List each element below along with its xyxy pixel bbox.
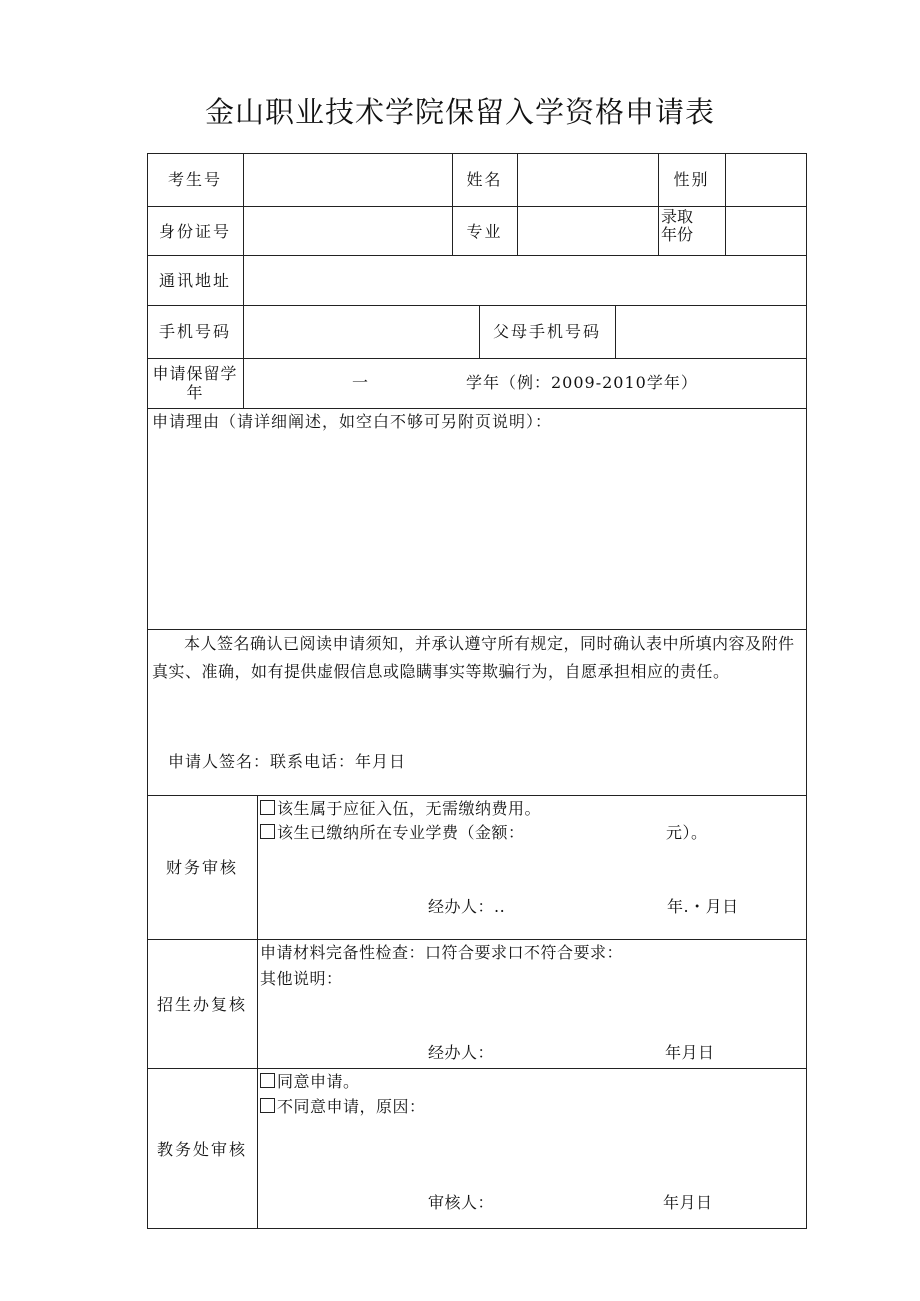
checkbox-paid[interactable] [260, 824, 275, 839]
row-divider [147, 939, 807, 940]
checkbox-reject[interactable] [260, 1098, 275, 1113]
academic-option-approve[interactable] [260, 1073, 360, 1091]
finance-handler: 经办人：.. [428, 897, 506, 916]
declaration-text: 本人签名确认已阅读申请须知，并承认遵守所有规定，同时确认表中所填内容及附件真实、准确，如有提供虚假信息或隐瞒事实等欺骗行为，自愿承担相应的责任。 [152, 634, 795, 681]
row-divider [147, 358, 807, 359]
admissions-handler: 经办人： [428, 1043, 495, 1062]
exam-no-label: 考生号 [167, 170, 222, 189]
finance-amount-unit: 元）。 [666, 823, 708, 842]
applicant-sign-line: 申请人签名：联系电话：年月日 [168, 752, 407, 771]
retain-year-text: 学年（例：2009-2010学年） [466, 373, 698, 392]
admissions-other: 其他说明： [260, 969, 343, 988]
table-border-bottom [147, 1228, 807, 1229]
retain-year-dash: 一 [352, 373, 369, 392]
academic-option-reject[interactable] [260, 1098, 426, 1116]
admission-year-field[interactable] [726, 207, 805, 254]
checkbox-approve[interactable] [260, 1073, 275, 1088]
id-number-label: 身份证号 [158, 222, 231, 241]
retain-year-label-line2: 年 [186, 383, 204, 402]
admission-year-label-line2: 年份 [661, 225, 694, 244]
table-border-right [806, 153, 807, 1228]
major-field[interactable] [518, 207, 657, 254]
academic-option-approve-text: 同意申请。 [277, 1072, 360, 1091]
admissions-review-label: 招生办复核 [156, 995, 247, 1014]
phone-field[interactable] [244, 306, 478, 357]
address-field[interactable] [244, 256, 805, 304]
finance-option-paid[interactable] [260, 824, 525, 842]
academic-review-label: 教务处审核 [156, 1140, 247, 1159]
reason-label: 申请理由（请详细阐述，如空白不够可另附页说明）： [152, 412, 553, 431]
academic-date: 年月日 [663, 1193, 713, 1212]
name-label: 姓名 [466, 170, 503, 189]
col-divider [257, 795, 258, 1228]
admission-year-label [661, 208, 693, 244]
academic-option-reject-text: 不同意申请，原因： [277, 1097, 426, 1116]
row-divider [147, 795, 807, 796]
row-divider [147, 408, 807, 409]
academic-reviewer: 审核人： [428, 1193, 495, 1212]
table-border-left [147, 153, 148, 1228]
address-label: 通讯地址 [158, 271, 231, 290]
checkbox-enlisted[interactable] [260, 800, 275, 815]
parent-phone-label: 父母手机号码 [492, 322, 601, 341]
form-title: 金山职业技术学院保留入学资格申请表 [204, 95, 715, 129]
retain-year-label-line1: 申请保留学 [152, 364, 238, 383]
col-divider [658, 153, 659, 255]
retain-year-label [148, 364, 242, 402]
finance-date: 年.・月日 [667, 897, 739, 916]
gender-field[interactable] [726, 154, 805, 205]
finance-option-enlisted-text: 该生属于应征入伍，无需缴纳费用。 [277, 799, 542, 818]
row-divider [147, 1068, 807, 1069]
exam-no-field[interactable] [244, 154, 451, 205]
finance-option-paid-text: 该生已缴纳所在专业学费（金额： [277, 823, 525, 842]
admissions-check: 申请材料完备性检查：口符合要求口不符合要求： [260, 943, 624, 962]
id-number-field[interactable] [244, 207, 451, 254]
admissions-date: 年月日 [665, 1043, 715, 1062]
gender-label: 性别 [673, 170, 710, 189]
name-field[interactable] [518, 154, 657, 205]
major-label: 专业 [466, 222, 503, 241]
reason-textarea[interactable] [150, 436, 804, 626]
phone-label: 手机号码 [158, 322, 231, 341]
finance-option-enlisted[interactable] [260, 800, 541, 818]
finance-review-label: 财务审核 [165, 858, 238, 877]
parent-phone-field[interactable] [616, 306, 805, 357]
admission-year-label-line1: 录取 [661, 207, 694, 226]
